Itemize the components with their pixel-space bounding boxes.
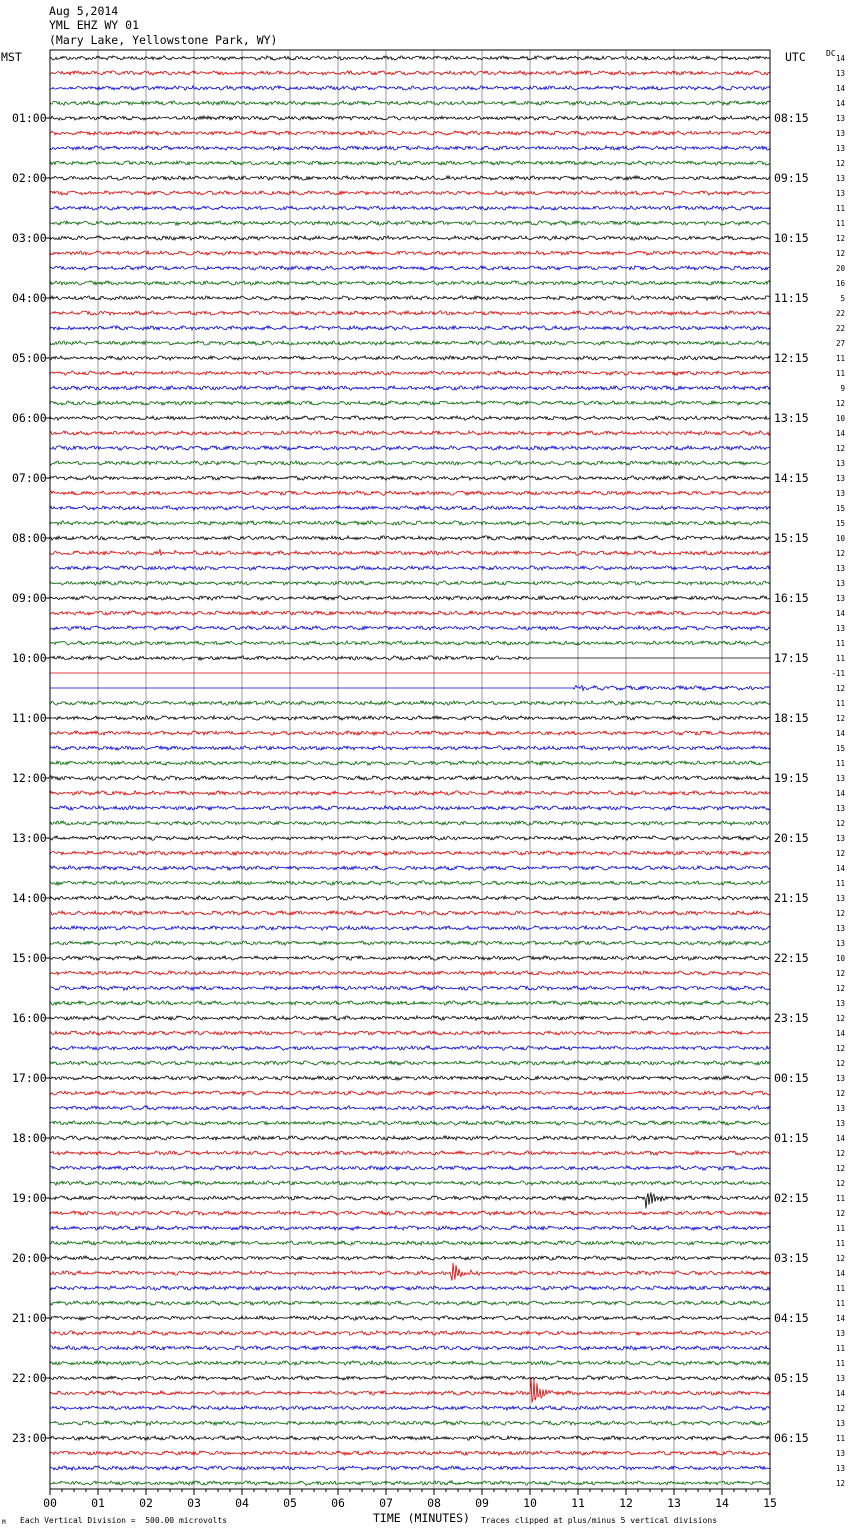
seismic-trace [50,1481,770,1485]
dc-offset-label: 13 [835,894,845,903]
dc-offset-label: 11 [835,219,845,228]
dc-offset-label: 14 [835,789,845,798]
mst-hour-label: 17:00 [12,1071,47,1085]
mst-hour-label: 06:00 [12,411,47,425]
seismic-trace [50,281,770,285]
seismic-trace [50,1121,770,1125]
utc-hour-label: 06:15 [774,1431,809,1445]
dc-offset-label: 14 [835,84,845,93]
mst-hour-label: 19:00 [12,1191,47,1205]
dc-offset-label: 13 [835,474,845,483]
mst-hour-label: 15:00 [12,951,47,965]
dc-offset-label: 11 [835,354,845,363]
seismic-trace [50,791,770,795]
mst-hour-label: 18:00 [12,1131,47,1145]
seismic-trace [50,1151,770,1155]
seismic-trace [50,1406,770,1410]
dc-offset-label: 12 [835,714,845,723]
dc-offset-label: 12 [835,684,845,693]
footer-mark: M [2,1519,6,1526]
seismic-trace [50,461,770,465]
dc-offset-label: 13 [835,834,845,843]
date-label: Aug 5,2014 [49,4,119,18]
seismic-trace [50,371,770,375]
dc-offset-label: 20 [835,264,845,273]
seismic-trace [50,986,770,990]
seismic-trace [50,549,770,555]
dc-offset-label: 13 [835,999,845,1008]
dc-offset-label: 13 [835,114,845,123]
seismic-trace [50,611,770,615]
seismic-trace [50,521,770,525]
dc-offset-label: 15 [835,504,845,513]
dc-offset-label: 12 [835,819,845,828]
dc-offset-label: 11 [835,1224,845,1233]
seismic-trace [50,446,770,450]
utc-hour-label: 17:15 [774,651,809,665]
dc-offset-label: 11 [835,879,845,888]
dc-offset-label: 11 [835,1359,845,1368]
seismic-trace [50,161,770,165]
mst-hour-label: 13:00 [12,831,47,845]
utc-hour-label: 14:15 [774,471,809,485]
x-tick-label: 08 [427,1496,441,1510]
seismic-trace [50,251,770,255]
dc-offset-label: 14 [835,1029,845,1038]
x-axis-title: TIME (MINUTES) [373,1511,470,1525]
dc-offset-label: 11 [835,1434,845,1443]
dc-offset-label: 13 [835,774,845,783]
x-tick-label: 14 [715,1496,729,1510]
dc-offset-label: 12 [835,444,845,453]
dc-offset-label: 14 [835,99,845,108]
utc-hour-label: 03:15 [774,1251,809,1265]
dc-offset-label: 13 [835,1419,845,1428]
seismic-trace [50,221,770,225]
dc-offset-label: 13 [835,804,845,813]
seismic-trace [50,1046,770,1050]
dc-offset-label: 14 [835,1389,845,1398]
seismic-trace [50,731,770,735]
dc-offset-label: 11 [835,699,845,708]
seismic-trace [50,191,770,195]
dc-offset-label: 10 [835,534,845,543]
utc-hour-label: 15:15 [774,531,809,545]
seismic-trace [50,596,770,600]
seismic-trace [50,386,770,390]
dc-offset-label: 13 [835,1449,845,1458]
mst-hour-label: 08:00 [12,531,47,545]
seismic-trace [50,266,770,270]
dc-offset-label: 12 [835,1044,845,1053]
dc-offset-label: 13 [835,594,845,603]
seismic-trace [50,1256,770,1260]
x-tick-label: 13 [667,1496,681,1510]
x-tick-label: 11 [571,1496,585,1510]
mst-hour-label: 16:00 [12,1011,47,1025]
seismic-trace [50,1136,770,1140]
utc-hour-label: 05:15 [774,1371,809,1385]
x-tick-label: 07 [379,1496,393,1510]
seismic-trace [50,1301,770,1305]
utc-hour-label: 16:15 [774,591,809,605]
dc-offset-label: 11 [835,1344,845,1353]
dc-offset-label: 12 [835,159,845,168]
seismic-trace [50,71,770,75]
seismic-trace [50,581,770,585]
seismic-trace [50,176,770,180]
seismic-trace [50,1091,770,1095]
seismic-trace [50,491,770,495]
dc-offset-label: 13 [835,939,845,948]
dc-offset-label: 11 [835,654,845,663]
dc-offset-label: 10 [835,954,845,963]
seismic-trace [50,236,770,240]
dc-offset-label: 13 [835,69,845,78]
seismic-trace [50,1192,770,1208]
dc-offset-label: 14 [835,54,845,63]
dc-offset-label: 12 [835,969,845,978]
seismic-trace [50,1031,770,1035]
seismic-trace [50,746,770,750]
dc-offset-label: 14 [835,1134,845,1143]
seismic-trace [50,761,770,765]
seismic-trace [50,1076,770,1080]
seismic-trace [50,1061,770,1065]
dc-offset-label: 13 [835,564,845,573]
x-tick-label: 03 [187,1496,201,1510]
x-tick-label: 10 [523,1496,537,1510]
utc-hour-label: 02:15 [774,1191,809,1205]
seismic-trace [50,536,770,540]
x-tick-label: 05 [283,1496,297,1510]
dc-offset-label: 13 [835,1074,845,1083]
x-tick-label: 01 [91,1496,105,1510]
location-label: (Mary Lake, Yellowstone Park, WY) [49,33,278,47]
utc-hour-label: 04:15 [774,1311,809,1325]
dc-offset-label: 12 [835,399,845,408]
dc-offset-label: 5 [840,294,845,303]
dc-offset-label: 11 [835,369,845,378]
dc-offset-label: 12 [835,1404,845,1413]
seismic-trace [50,431,770,435]
mst-hour-label: 12:00 [12,771,47,785]
seismic-trace [50,116,770,120]
utc-hour-label: 09:15 [774,171,809,185]
seismic-trace [50,941,770,945]
dc-offset-label: 14 [835,1269,845,1278]
x-tick-label: 06 [331,1496,345,1510]
clip-note: Traces clipped at plus/minus 5 vertical divisions [481,1516,718,1525]
seismic-trace [50,956,770,960]
seismic-trace [50,296,770,300]
seismic-trace [50,131,770,135]
seismic-trace [50,1241,770,1245]
dc-offset-label: 14 [835,1314,845,1323]
mst-hour-label: 10:00 [12,651,47,665]
seismic-trace [50,101,770,105]
seismic-trace [50,1376,770,1380]
mst-hour-label: 05:00 [12,351,47,365]
mst-hour-label: 07:00 [12,471,47,485]
seismic-trace [50,1316,770,1320]
seismic-trace [50,1286,770,1290]
mst-hour-label: 04:00 [12,291,47,305]
seismic-trace [50,896,770,900]
utc-hour-label: 10:15 [774,231,809,245]
dc-offset-label: 13 [835,174,845,183]
seismic-trace [50,971,770,975]
seismic-trace [50,926,770,930]
mst-hour-label: 01:00 [12,111,47,125]
seismic-trace [50,1361,770,1365]
dc-offset-label: 13 [835,1329,845,1338]
utc-hour-label: 23:15 [774,1011,809,1025]
mst-hour-label: 23:00 [12,1431,47,1445]
seismic-trace [50,86,770,90]
x-tick-label: 15 [763,1496,777,1510]
dc-offset-label: 11 [835,1194,845,1203]
dc-offset-label: 12 [835,1209,845,1218]
dc-offset-label: 14 [835,609,845,618]
seismic-trace [50,1436,770,1440]
utc-hour-label: 11:15 [774,291,809,305]
dc-offset-label: 27 [835,339,845,348]
dc-offset-label: 12 [835,1254,845,1263]
seismic-trace [50,1016,770,1020]
dc-offset-label: 11 [835,759,845,768]
x-tick-label: 00 [43,1496,57,1510]
dc-offset-label: 12 [835,1149,845,1158]
seismic-trace [50,701,770,705]
seismic-trace [50,866,770,870]
utc-hour-label: 22:15 [774,951,809,965]
dc-offset-label: 11 [835,639,845,648]
utc-axis-title: UTC [785,50,806,64]
seismic-trace [50,506,770,510]
dc-offset-label: 13 [835,489,845,498]
dc-offset-label: 22 [835,309,845,318]
x-tick-label: 12 [619,1496,633,1510]
x-tick-label: 04 [235,1496,249,1510]
seismic-trace [50,146,770,150]
dc-label: DC [826,49,836,58]
x-tick-label: 09 [475,1496,489,1510]
seismic-trace [50,356,770,360]
dc-offset-label: 12 [835,1059,845,1068]
dc-offset-label: 16 [835,279,845,288]
seismic-trace [50,1106,770,1110]
dc-offset-label: 22 [835,324,845,333]
mst-hour-label: 22:00 [12,1371,47,1385]
dc-offset-label: 14 [835,429,845,438]
dc-offset-label: 13 [835,129,845,138]
dc-offset-label: 12 [835,984,845,993]
station-label: YML EHZ WY 01 [49,18,140,32]
dc-offset-label: 13 [835,924,845,933]
seismic-trace [50,881,770,885]
dc-offset-label: 15 [835,519,845,528]
seismic-trace [50,776,770,780]
dc-offset-label: 12 [835,1164,845,1173]
dc-offset-label: 13 [835,624,845,633]
dc-offset-label: 12 [835,1179,845,1188]
seismic-trace [50,821,770,825]
mst-hour-label: 11:00 [12,711,47,725]
utc-hour-label: 01:15 [774,1131,809,1145]
scale-note: Each Vertical Division = 500.00 microvolts [20,1516,228,1525]
seismic-trace [50,626,770,630]
dc-offset-label: 13 [835,189,845,198]
utc-hour-label: 20:15 [774,831,809,845]
dc-offset-label: 10 [835,414,845,423]
dc-offset-label: 12 [835,849,845,858]
utc-hour-label: 13:15 [774,411,809,425]
mst-hour-label: 02:00 [12,171,47,185]
seismic-trace [50,716,770,720]
dc-offset-label: 12 [835,549,845,558]
seismic-trace [50,851,770,855]
seismic-trace [50,56,770,60]
dc-offset-label: 13 [835,459,845,468]
seismic-trace [50,311,770,315]
dc-offset-label: 12 [835,1089,845,1098]
x-tick-label: 02 [139,1496,153,1510]
seismic-trace [50,911,770,915]
seismic-trace [50,656,770,660]
dc-offset-label: 12 [835,1479,845,1488]
mst-hour-label: 14:00 [12,891,47,905]
seismic-trace [50,686,770,691]
seismic-trace [50,1421,770,1425]
dc-offset-label: -11 [831,669,845,678]
dc-offset-label: 12 [835,234,845,243]
dc-offset-label: 11 [835,1284,845,1293]
dc-offset-label: 13 [835,1104,845,1113]
mst-hour-label: 09:00 [12,591,47,605]
dc-offset-label: 12 [835,249,845,258]
seismic-trace [50,1331,770,1335]
dc-offset-label: 9 [840,384,845,393]
seismic-trace [50,836,770,840]
utc-hour-label: 21:15 [774,891,809,905]
seismic-trace [50,401,770,405]
seismic-trace [50,416,770,420]
mst-axis-title: MST [1,50,22,64]
dc-offset-label: 13 [835,579,845,588]
dc-offset-label: 13 [835,1464,845,1473]
dc-offset-label: 13 [835,144,845,153]
seismic-trace [50,566,770,570]
dc-offset-label: 12 [835,909,845,918]
utc-hour-label: 00:15 [774,1071,809,1085]
seismic-trace [50,641,770,645]
seismic-trace [50,1211,770,1215]
seismic-trace [50,1466,770,1470]
dc-offset-label: 11 [835,1239,845,1248]
mst-hour-label: 03:00 [12,231,47,245]
dc-offset-label: 11 [835,204,845,213]
seismic-trace [50,1451,770,1455]
seismic-trace [50,206,770,210]
seismic-trace [50,326,770,330]
dc-offset-label: 13 [835,1119,845,1128]
mst-hour-label: 20:00 [12,1251,47,1265]
seismic-trace [50,1346,770,1350]
dc-offset-label: 15 [835,744,845,753]
utc-hour-label: 19:15 [774,771,809,785]
dc-offset-label: 11 [835,1299,845,1308]
seismic-trace [50,1181,770,1185]
dc-offset-label: 14 [835,729,845,738]
seismic-trace [50,341,770,345]
seismic-trace [50,1166,770,1170]
dc-offset-label: 13 [835,1374,845,1383]
dc-offset-label: 14 [835,864,845,873]
mst-hour-label: 21:00 [12,1311,47,1325]
seismic-trace [50,1263,770,1281]
utc-hour-label: 18:15 [774,711,809,725]
seismic-trace [50,806,770,810]
utc-hour-label: 08:15 [774,111,809,125]
dc-offset-label: 12 [835,1014,845,1023]
seismic-trace [50,476,770,480]
seismic-trace [50,1377,770,1403]
utc-hour-label: 12:15 [774,351,809,365]
seismic-trace [50,1001,770,1005]
seismic-trace [50,1226,770,1230]
